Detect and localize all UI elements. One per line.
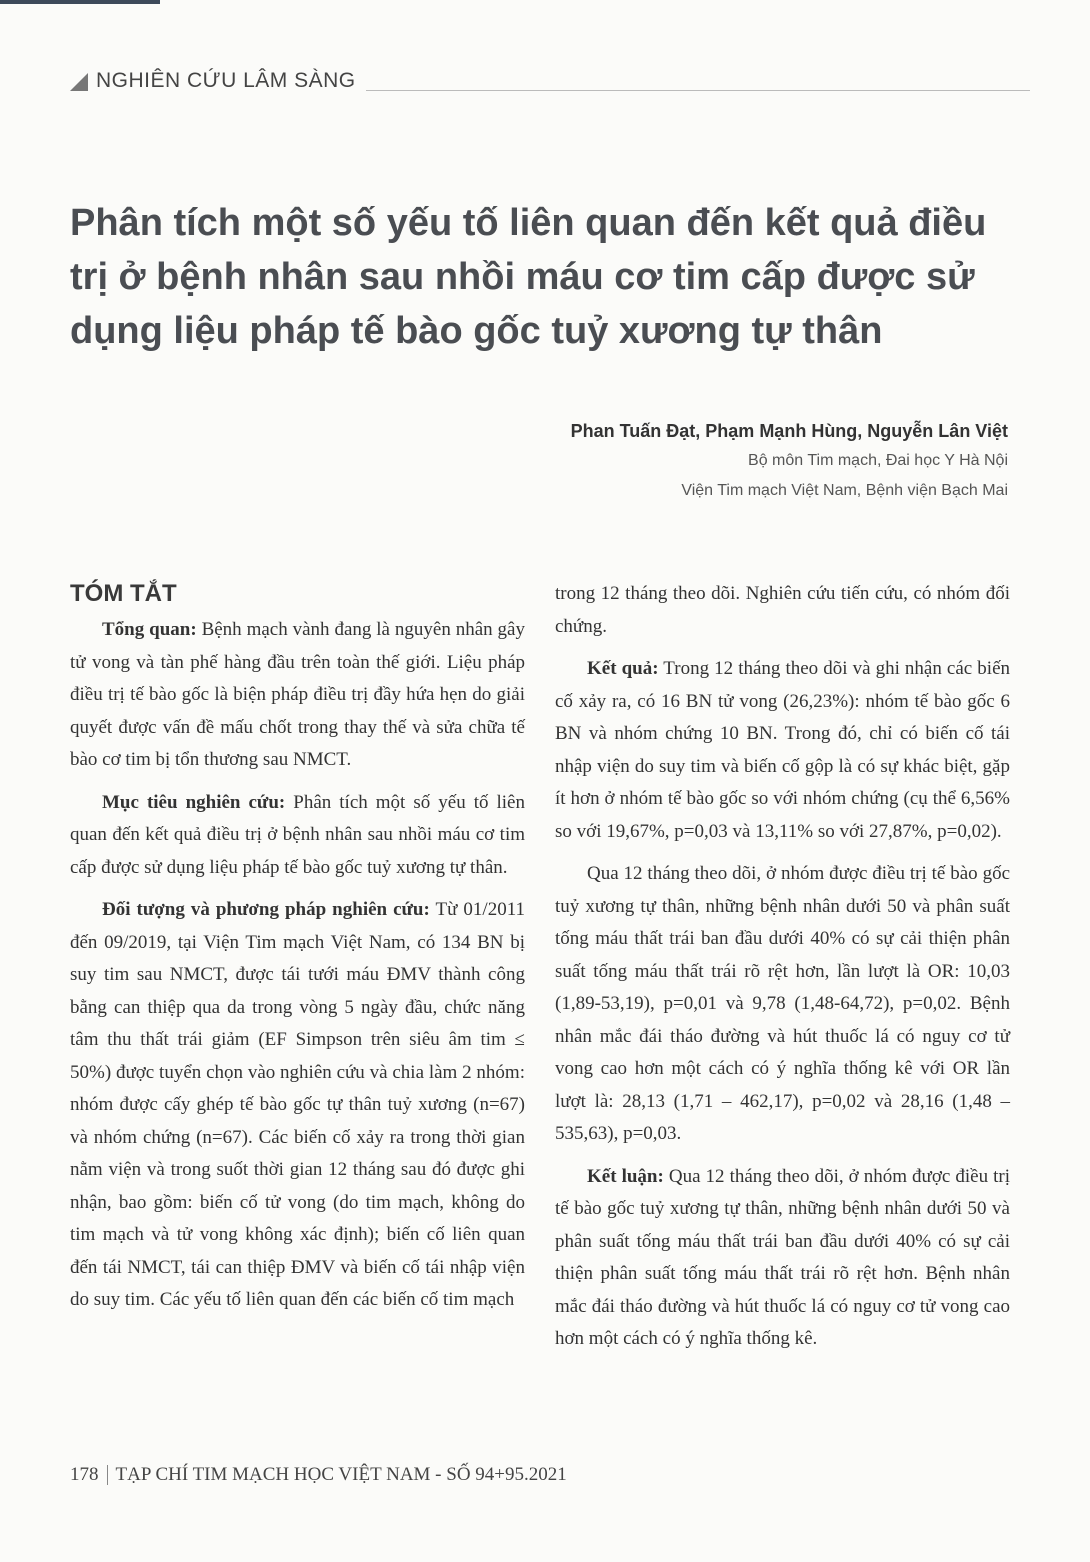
overview-label: Tổng quan: xyxy=(102,619,197,640)
header-rule xyxy=(366,90,1030,91)
article-title: Phân tích một số yếu tố liên quan đến kết quả điều trị ở bệnh nhân sau nhồi máu cơ tim cấp được sử dụng liệu pháp tế bào gốc tuỷ xương tự thân xyxy=(70,202,987,352)
left-column xyxy=(70,578,525,1327)
triangle-icon xyxy=(70,73,88,91)
affiliation-1: Bộ môn Tim mạch, Đai học Y Hà Nội xyxy=(748,452,1008,469)
results-text: Trong 12 tháng theo dõi và ghi nhận các biến cố xảy ra, có 16 BN tử vong (26,23%): nhóm tế bào gốc 6 BN và nhóm chứng 10 BN. Trong đó, chỉ có biến cố tái nhập viện do suy tim và biến cố gộp là có sự khác biệt, gặp ít hơn ở nhóm tế bào gốc so với nhóm chứng (cụ thể 6,56% so với 19,67%, p=0,03 và 13,11% so với 27,87%, p=0,02). xyxy=(555,658,1011,842)
paragraph-results xyxy=(555,653,1010,848)
paragraph-overview xyxy=(70,614,525,777)
results-label: Kết quả: xyxy=(587,658,659,679)
paragraph-methods xyxy=(70,894,525,1317)
page-number: 178 xyxy=(70,1464,99,1485)
section-header xyxy=(70,66,1030,96)
objective-text: Phân tích một số yếu tố liên quan đến kết quả điều trị ở bệnh nhân sau nhồi máu cơ tim cấp được sử dụng liệu pháp tế bào gốc tuỷ xương tự thân. xyxy=(70,791,525,878)
methods-label: Đối tượng và phương pháp nghiên cứu: xyxy=(102,899,430,920)
right-column xyxy=(555,578,1010,1366)
paragraph-results-2: Qua 12 tháng theo dõi, ở nhóm được điều trị tế bào gốc tuỷ xương tự thân, những bệnh nhân dưới 50 và phân suất tống máu thất trái ban đầu dưới 40% có sự cải thiện phân suất tống máu thất trái rõ rệt hơn, lần lượt là OR: 10,03 (1,89-53,19), p=0,01 và 9,78 (1,48-64,72), p=0,02. Bệnh nhân mắc đái tháo đường và hút thuốc lá có nguy cơ tử vong cao hơn một cách có ý nghĩa thống kê với OR lần lượt là: 28,13 (1,71 – 462,17), p=0,02 và 28,16 (1,48 – 535,63), p=0,03. xyxy=(555,863,1010,1144)
conclusion-label: Kết luận: xyxy=(587,1165,664,1187)
section-label: NGHIÊN CỨU LÂM SÀNG xyxy=(96,69,356,92)
paragraph-objective xyxy=(70,787,525,885)
affiliation-2: Viện Tim mạch Việt Nam, Bệnh viện Bạch Mai xyxy=(681,482,1008,499)
paragraph-conclusion xyxy=(555,1161,1010,1356)
top-accent-bar xyxy=(0,0,160,4)
paragraph-methods-continued: trong 12 tháng theo dõi. Nghiên cứu tiến cứu, có nhóm đối chứng. xyxy=(555,583,1010,637)
overview-text: Bệnh mạch vành đang là nguyên nhân gây tử vong và tàn phế hàng đầu trên toàn thế giới. Liệu pháp điều trị tế bào gốc là biện pháp điều trị đầy hứa hẹn do giải quyết được vấn đề mấu chốt trong thay thế và sửa chữa tế bào cơ tim bị tổn thương sau NMCT. xyxy=(70,619,525,770)
page-footer xyxy=(70,1460,770,1490)
footer-separator xyxy=(107,1465,108,1485)
objective-label: Mục tiêu nghiên cứu: xyxy=(102,791,286,813)
conclusion-text: Qua 12 tháng theo dõi, ở nhóm được điều trị tế bào gốc tuỷ xương tự thân, những bệnh nhân dưới 50 và phân suất tống máu thất trái ban đầu dưới 40% có sự cải thiện phân suất tống máu thất trái rõ rệt hơn. Bệnh nhân mắc đái tháo đường và hút thuốc lá có nguy cơ tử vong cao hơn một cách có ý nghĩa thống kê. xyxy=(555,1165,1011,1349)
authors-block xyxy=(408,416,1008,506)
author-list: Phan Tuấn Đạt, Phạm Mạnh Hùng, Nguyễn Lân Việt xyxy=(570,421,1008,441)
methods-text: Từ 01/2011 đến 09/2019, tại Viện Tim mạch Việt Nam, có 134 BN bị suy tim sau NMCT, được tái tưới máu ĐMV thành công bằng can thiệp qua da trong vòng 5 ngày đầu, chức năng tâm thu thất trái giảm (EF Simpson trên siêu âm tim ≤ 50%) được tuyển chọn vào nghiên cứu và chia làm 2 nhóm: nhóm được cấy ghép tế bào gốc tự thân tuỷ xương (n=67) và nhóm chứng (n=67). Các biến cố xảy ra trong thời gian nằm viện và trong suốt thời gian 12 tháng sau đó được ghi nhận, bao gồm: biến cố tử vong (do tim mạch, không do tim mạch và tử vong không xác định); biến cố liên quan đến tái NMCT, tái can thiệp ĐMV và biến cố tái nhập viện do suy tim. Các yếu tố liên quan đến các biến cố tim mạch xyxy=(70,899,525,1310)
abstract-heading: TÓM TẮT xyxy=(70,580,177,607)
journal-name: TẠP CHÍ TIM MẠCH HỌC VIỆT NAM - SỐ 94+95.2021 xyxy=(115,1464,567,1485)
